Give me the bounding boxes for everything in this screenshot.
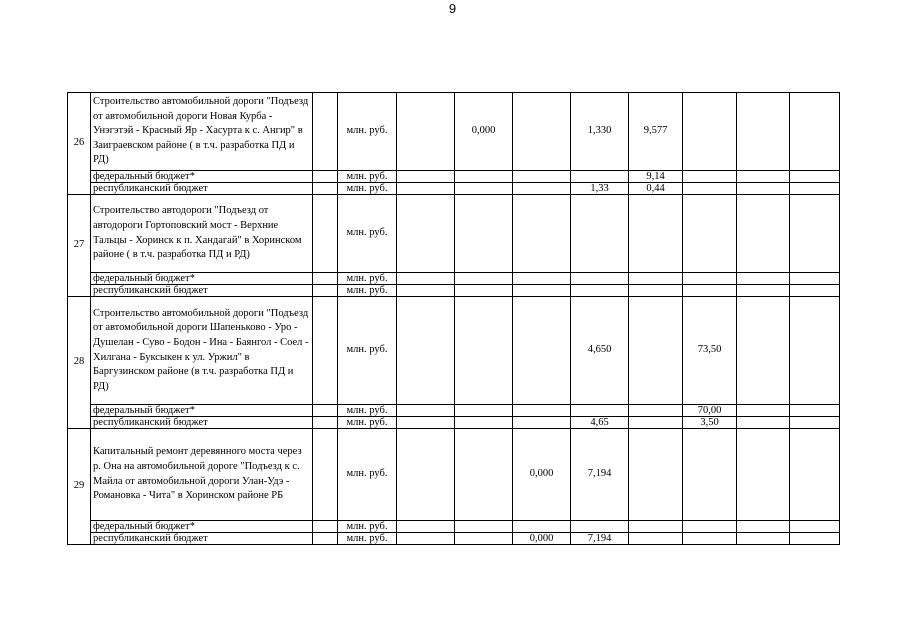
value-cell [683,171,737,183]
empty-cell [313,273,338,285]
budget-source-row [68,285,840,297]
value-cell [513,183,571,195]
value-cell: 7,194 [571,429,629,521]
value-cell: 4,650 [571,297,629,405]
budget-source-label: федеральный бюджет* [91,273,313,285]
budget-source-label: федеральный бюджет* [91,171,313,183]
value-cell [397,429,455,521]
value-cell [790,405,840,417]
value-cell [629,405,683,417]
value-cell [790,533,840,545]
unit-cell: млн. руб. [338,171,397,183]
value-cell [790,285,840,297]
budget-source-label: республиканский бюджет [91,183,313,195]
project-name: Строительство автомобильной дороги "Подъезд от автомобильной дороги Новая Курба - Унэгэтэй - Красный Яр - Хасурта к с. Ангир" в Заиграевском районе ( в т.ч. разработка ПД и РД) [91,93,313,171]
value-cell [513,285,571,297]
value-cell: 9,577 [629,93,683,171]
value-cell [397,195,455,273]
value-cell [683,183,737,195]
value-cell [737,405,790,417]
value-cell [513,417,571,429]
value-cell [455,405,513,417]
project-name: Строительство автодороги "Подъезд от автодороги Гортоповский мост - Верхние Тальцы - Хоринск к п. Хандагай" в Хоринском районе ( в т.ч. разработка ПД и РД) [91,195,313,273]
project-number: 29 [68,429,91,545]
value-cell [455,429,513,521]
budget-source-row [68,521,840,533]
project-name: Строительство автомобильной дороги "Подъезд от автомобильной дороги Шапеньково - Уро - Душелан - Суво - Бодон - Ина - Баянгол - Соел - Хилгана - Буксыкен к ул. Уржил" в Баргузинском районе (в т.ч. разработка ПД и РД) [91,297,313,405]
unit-cell: млн. руб. [338,285,397,297]
value-cell: 1,33 [571,183,629,195]
value-cell [737,285,790,297]
value-cell [455,297,513,405]
value-cell [683,533,737,545]
budget-source-row [68,533,840,545]
unit-cell: млн. руб. [338,429,397,521]
page-number: 9 [448,1,457,16]
unit-cell: млн. руб. [338,273,397,285]
budget-source-label: республиканский бюджет [91,285,313,297]
empty-cell [313,297,338,405]
value-cell [683,285,737,297]
value-cell [790,429,840,521]
value-cell [737,183,790,195]
budget-source-label: федеральный бюджет* [91,521,313,533]
value-cell [683,273,737,285]
value-cell [737,195,790,273]
value-cell [397,297,455,405]
value-cell [737,171,790,183]
empty-cell [313,183,338,195]
value-cell [455,521,513,533]
project-number: 27 [68,195,91,297]
value-cell [571,285,629,297]
value-cell [683,195,737,273]
value-cell [629,521,683,533]
value-cell [571,521,629,533]
value-cell [737,429,790,521]
value-cell [455,273,513,285]
value-cell [513,405,571,417]
value-cell: 0,000 [455,93,513,171]
budget-source-row [68,417,840,429]
value-cell [455,533,513,545]
project-row [68,297,840,405]
project-row [68,93,840,171]
value-cell [790,171,840,183]
empty-cell [313,93,338,171]
value-cell: 4,65 [571,417,629,429]
value-cell [455,171,513,183]
empty-cell [313,533,338,545]
project-row [68,195,840,273]
budget-source-row [68,183,840,195]
budget-source-row [68,171,840,183]
value-cell [790,297,840,405]
value-cell [513,521,571,533]
value-cell: 3,50 [683,417,737,429]
budget-source-row [68,405,840,417]
unit-cell: млн. руб. [338,183,397,195]
value-cell [455,195,513,273]
unit-cell: млн. руб. [338,405,397,417]
value-cell [397,273,455,285]
unit-cell: млн. руб. [338,417,397,429]
value-cell [513,297,571,405]
value-cell [513,273,571,285]
value-cell [629,273,683,285]
empty-cell [313,285,338,297]
project-row [68,429,840,521]
value-cell [790,521,840,533]
value-cell: 0,000 [513,533,571,545]
unit-cell: млн. руб. [338,195,397,273]
budget-table [67,92,840,545]
value-cell [397,93,455,171]
value-cell [737,297,790,405]
budget-source-row [68,273,840,285]
budget-source-label: федеральный бюджет* [91,405,313,417]
value-cell: 70,00 [683,405,737,417]
project-number: 26 [68,93,91,195]
project-number: 28 [68,297,91,429]
value-cell [790,183,840,195]
value-cell [629,285,683,297]
empty-cell [313,405,338,417]
value-cell: 73,50 [683,297,737,405]
value-cell: 9,14 [629,171,683,183]
value-cell [790,417,840,429]
budget-table-body [68,93,840,545]
empty-cell [313,521,338,533]
value-cell [790,93,840,171]
value-cell [571,195,629,273]
value-cell [737,93,790,171]
unit-cell: млн. руб. [338,533,397,545]
value-cell [790,273,840,285]
value-cell [397,171,455,183]
value-cell [683,521,737,533]
value-cell [629,417,683,429]
empty-cell [313,195,338,273]
unit-cell: млн. руб. [338,297,397,405]
value-cell: 0,000 [513,429,571,521]
value-cell [683,93,737,171]
value-cell [513,171,571,183]
value-cell [737,417,790,429]
value-cell [513,93,571,171]
value-cell [737,521,790,533]
empty-cell [313,171,338,183]
value-cell [571,405,629,417]
unit-cell: млн. руб. [338,521,397,533]
empty-cell [313,417,338,429]
value-cell [397,285,455,297]
budget-source-label: республиканский бюджет [91,533,313,545]
value-cell [629,297,683,405]
project-name: Капитальный ремонт деревянного моста через р. Она на автомобильной дороге "Подъезд к с. Майла от автомобильной дороги Улан-Удэ - Романовка - Чита" в Хоринском районе РБ [91,429,313,521]
value-cell [737,273,790,285]
value-cell [455,417,513,429]
value-cell: 7,194 [571,533,629,545]
value-cell [571,171,629,183]
empty-cell [313,429,338,521]
unit-cell: млн. руб. [338,93,397,171]
value-cell [397,417,455,429]
value-cell [737,533,790,545]
value-cell [455,285,513,297]
value-cell [397,533,455,545]
value-cell: 0,44 [629,183,683,195]
value-cell: 1,330 [571,93,629,171]
value-cell [571,273,629,285]
value-cell [397,521,455,533]
value-cell [790,195,840,273]
value-cell [455,183,513,195]
value-cell [397,183,455,195]
value-cell [629,533,683,545]
value-cell [683,429,737,521]
budget-source-label: республиканский бюджет [91,417,313,429]
value-cell [629,429,683,521]
value-cell [629,195,683,273]
value-cell [397,405,455,417]
value-cell [513,195,571,273]
